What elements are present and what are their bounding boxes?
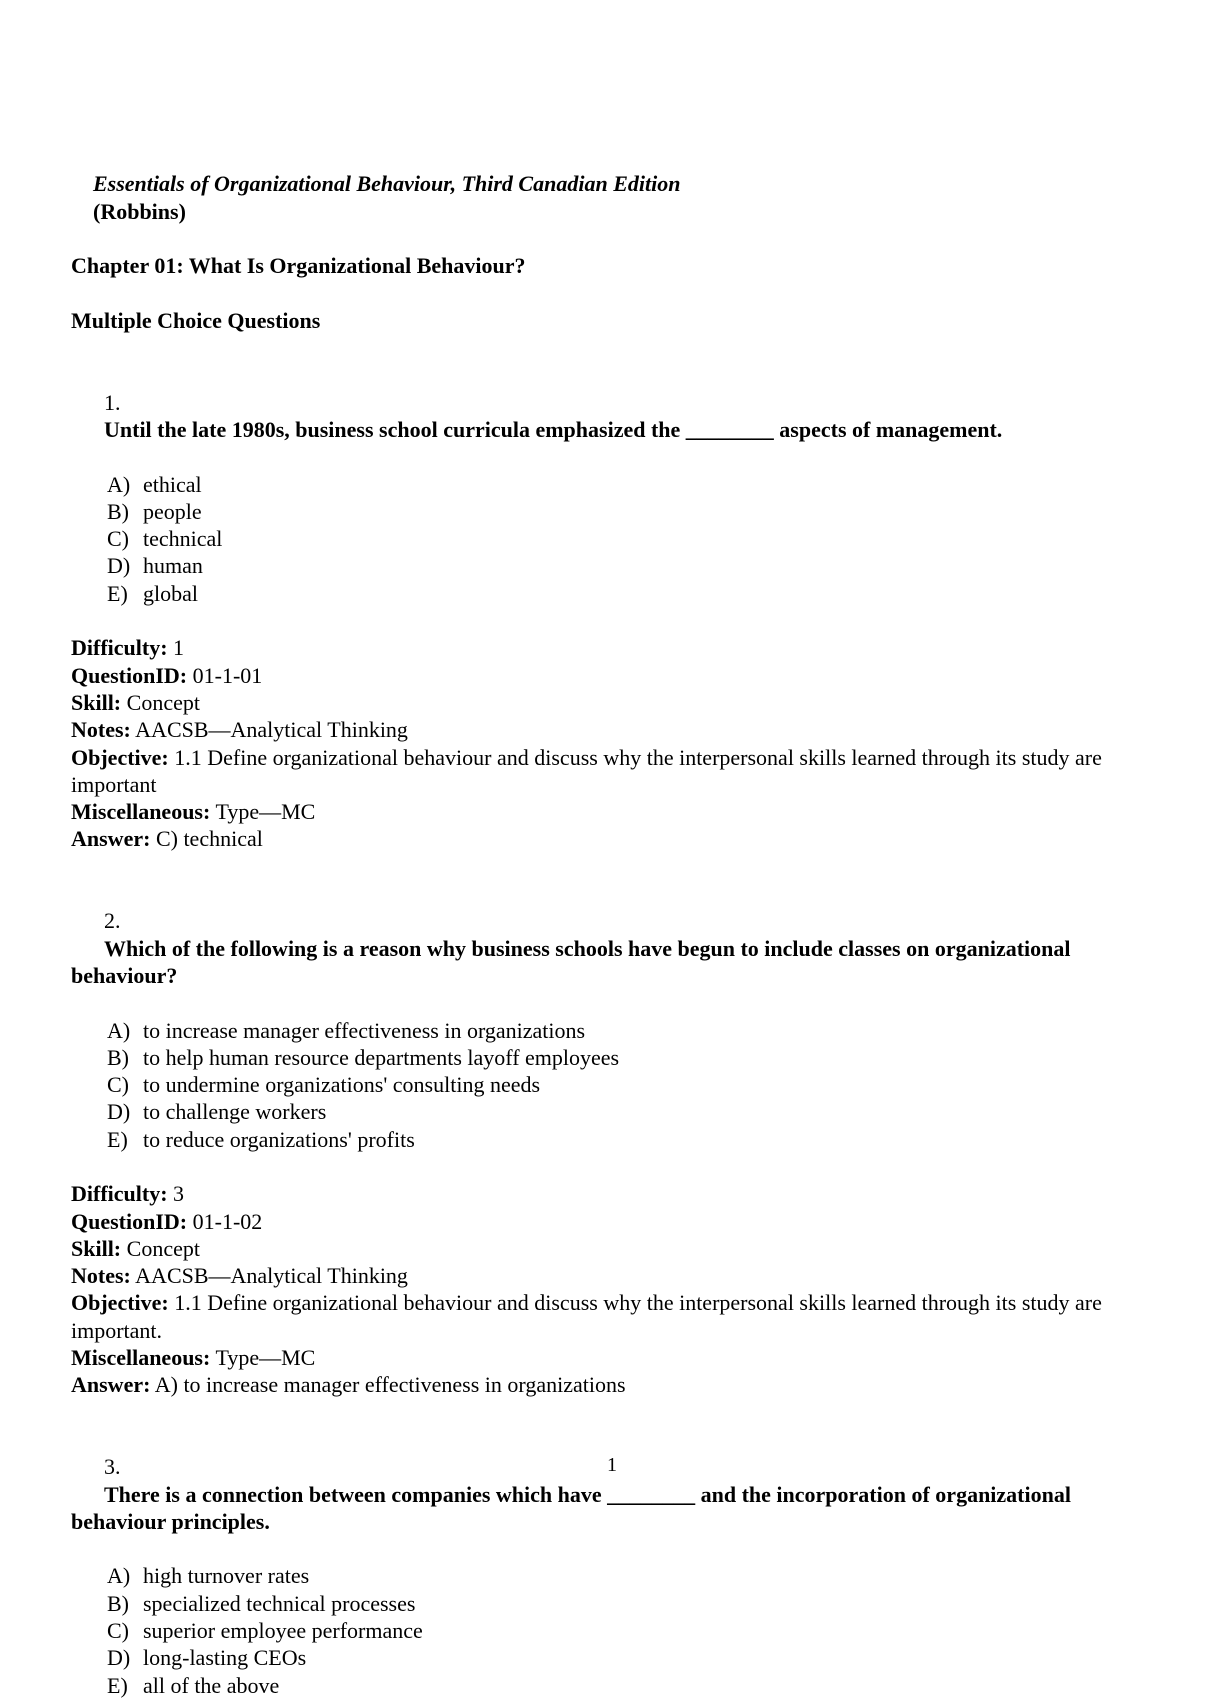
skill-line (71, 1235, 1151, 1262)
option-text: global (143, 580, 198, 606)
question-text: Which of the following is a reason why business schools have begun to include classes on organizational behaviour? (71, 935, 1076, 988)
question-1 (71, 361, 1151, 852)
option-letter: D) (107, 1645, 131, 1671)
objective-value: 1.1 Define organizational behaviour and discuss why the interpersonal skills learned through its study are important (71, 744, 1108, 797)
option-letter: C) (107, 1072, 129, 1098)
option-text: all of the above (143, 1672, 280, 1698)
option-text: human (143, 553, 203, 579)
question-metadata (71, 634, 1151, 852)
option-text: to help human resource departments layoff employees (143, 1044, 620, 1070)
option-c (71, 1071, 1151, 1098)
option-b (71, 1590, 1151, 1617)
miscellaneous-label: Miscellaneous: (71, 799, 211, 825)
option-letter: E) (107, 1672, 128, 1698)
skill-value: Concept (126, 1235, 200, 1261)
skill-value: Concept (126, 689, 200, 715)
notes-label: Notes: (71, 1263, 131, 1289)
page-number: 1 (607, 1454, 617, 1476)
notes-label: Notes: (71, 717, 131, 743)
answer-value: A) to increase manager effectiveness in organizations (154, 1372, 626, 1398)
question-id-value: 01-1-02 (192, 1208, 263, 1234)
option-text: technical (143, 526, 223, 552)
option-list (71, 1017, 1151, 1153)
option-text: people (143, 498, 202, 524)
option-b (71, 1044, 1151, 1071)
option-text: high turnover rates (143, 1563, 310, 1589)
document-header (71, 143, 1151, 252)
difficulty-label: Difficulty: (71, 635, 168, 661)
option-d (71, 1098, 1151, 1125)
question-stem (71, 1426, 1151, 1562)
option-list (71, 1562, 1151, 1698)
answer-label: Answer: (71, 1372, 151, 1398)
option-letter: B) (107, 1590, 129, 1616)
question-id-label: QuestionID: (71, 1208, 188, 1234)
option-e (71, 1672, 1151, 1699)
difficulty-line (71, 634, 1151, 661)
option-e (71, 580, 1151, 607)
question-id-line (71, 1208, 1151, 1235)
notes-line (71, 1262, 1151, 1289)
objective-value: 1.1 Define organizational behaviour and discuss why the interpersonal skills learned through its study are important. (71, 1290, 1108, 1343)
option-text: to reduce organizations' profits (143, 1126, 415, 1152)
difficulty-line (71, 1180, 1151, 1207)
question-text: Until the late 1980s, business school curricula emphasized the ________ aspects of management. (104, 416, 1003, 442)
notes-value: AACSB—Analytical Thinking (135, 717, 408, 743)
option-letter: C) (107, 1618, 129, 1644)
objective-line (71, 744, 1151, 799)
option-text: specialized technical processes (143, 1590, 416, 1616)
miscellaneous-label: Miscellaneous: (71, 1345, 211, 1371)
skill-label: Skill: (71, 689, 122, 715)
option-letter: D) (107, 1099, 131, 1125)
option-b (71, 498, 1151, 525)
option-text: superior employee performance (143, 1618, 423, 1644)
answer-label: Answer: (71, 826, 151, 852)
option-letter: E) (107, 580, 128, 606)
answer-line (71, 825, 1151, 852)
notes-line (71, 716, 1151, 743)
option-text: to increase manager effectiveness in organizations (143, 1017, 586, 1043)
option-c (71, 525, 1151, 552)
option-a (71, 1017, 1151, 1044)
book-author: (Robbins) (93, 198, 186, 224)
objective-label: Objective: (71, 1290, 169, 1316)
option-letter: E) (107, 1126, 128, 1152)
option-text: to challenge workers (143, 1099, 327, 1125)
notes-value: AACSB—Analytical Thinking (135, 1263, 408, 1289)
question-metadata (71, 1180, 1151, 1398)
option-list (71, 471, 1151, 607)
option-letter: A) (107, 1017, 131, 1043)
miscellaneous-value: Type—MC (215, 799, 316, 825)
option-letter: B) (107, 498, 129, 524)
option-d (71, 1644, 1151, 1671)
option-letter: D) (107, 553, 131, 579)
objective-line (71, 1289, 1151, 1344)
option-text: ethical (143, 471, 202, 497)
difficulty-label: Difficulty: (71, 1181, 168, 1207)
question-2 (71, 880, 1151, 1399)
option-text: to undermine organizations' consulting needs (143, 1072, 541, 1098)
chapter-title: Chapter 01: What Is Organizational Behaviour? (71, 253, 526, 279)
skill-line (71, 689, 1151, 716)
question-id-value: 01-1-01 (192, 662, 263, 688)
question-id-label: QuestionID: (71, 662, 188, 688)
book-title: Essentials of Organizational Behaviour, Third Canadian Edition (93, 171, 681, 197)
answer-line (71, 1371, 1151, 1398)
difficulty-value: 1 (173, 635, 185, 661)
option-text: long-lasting CEOs (143, 1645, 307, 1671)
option-letter: A) (107, 1563, 131, 1589)
question-stem (71, 880, 1151, 1016)
question-number: 1. (104, 389, 121, 415)
option-letter: B) (107, 1044, 129, 1070)
option-a (71, 471, 1151, 498)
option-a (71, 1562, 1151, 1589)
question-stem (71, 361, 1151, 470)
miscellaneous-line (71, 1344, 1151, 1371)
option-letter: A) (107, 471, 131, 497)
answer-value: C) technical (155, 826, 263, 852)
option-d (71, 552, 1151, 579)
miscellaneous-line (71, 798, 1151, 825)
option-letter: C) (107, 526, 129, 552)
question-text: There is a connection between companies which have ________ and the incorporation of organizational behaviour principles. (71, 1481, 1077, 1534)
question-number: 2. (104, 908, 121, 934)
miscellaneous-value: Type—MC (215, 1345, 316, 1371)
question-number: 3. (104, 1454, 121, 1480)
difficulty-value: 3 (173, 1181, 185, 1207)
question-id-line (71, 662, 1151, 689)
objective-label: Objective: (71, 744, 169, 770)
option-c (71, 1617, 1151, 1644)
section-title: Multiple Choice Questions (71, 307, 321, 333)
option-e (71, 1126, 1151, 1153)
skill-label: Skill: (71, 1235, 122, 1261)
